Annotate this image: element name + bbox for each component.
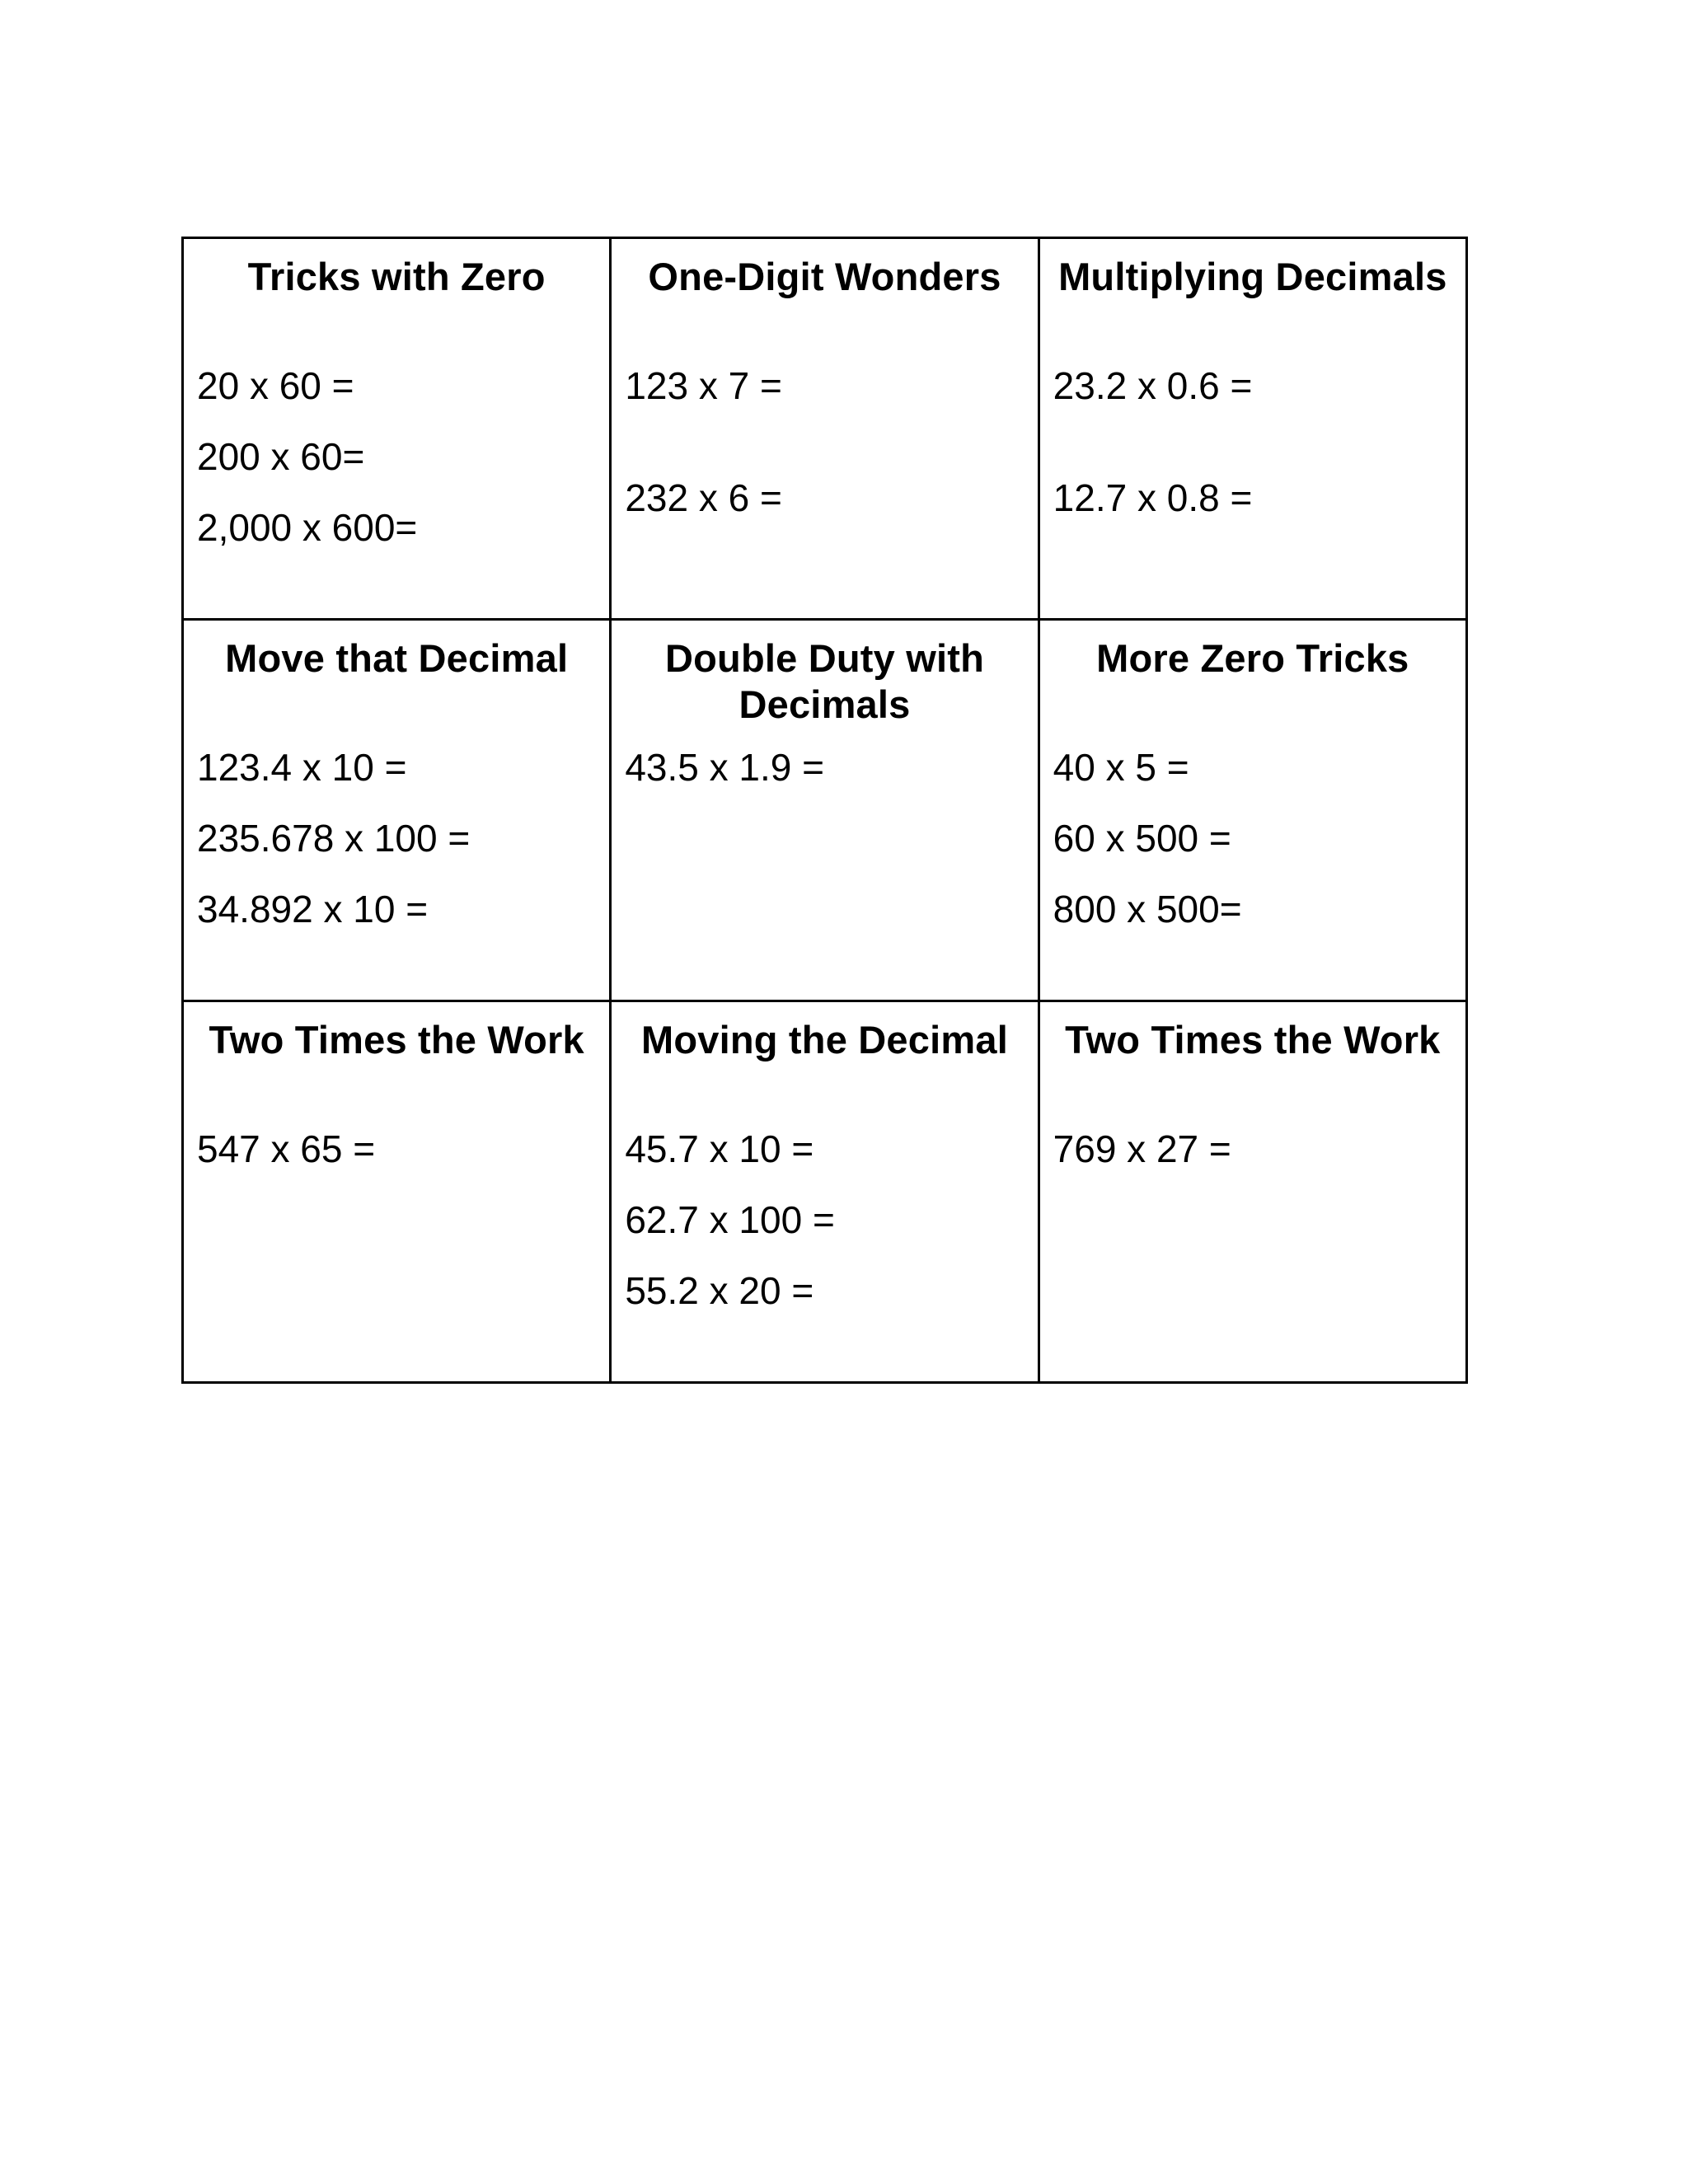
problem-item: 200 x 60=	[197, 435, 365, 478]
cell-tricks-with-zero	[183, 238, 611, 620]
problem-item: 45.7 x 10 =	[625, 1127, 814, 1170]
cell-move-that-decimal	[183, 620, 611, 1001]
cell-title: One-Digit Wonders	[648, 255, 1001, 298]
cell-more-zero-tricks	[1039, 620, 1466, 1001]
cell-title: More Zero Tricks	[1096, 636, 1409, 680]
problem-board	[181, 237, 1468, 1384]
problem-item: 123.4 x 10 =	[197, 746, 407, 789]
cell-multiplying-decimals	[1039, 238, 1466, 620]
problem-item: 2,000 x 600=	[197, 506, 418, 549]
cell-title: Tricks with Zero	[247, 255, 546, 298]
cell-two-times-the-work-2	[1039, 1001, 1466, 1383]
board-row-1	[183, 238, 1467, 620]
problem-item: 55.2 x 20 =	[625, 1269, 814, 1312]
problem-item: 800 x 500=	[1053, 888, 1242, 930]
board-row-3	[183, 1001, 1467, 1383]
problem-item: 769 x 27 =	[1053, 1127, 1231, 1170]
problem-item: 60 x 500 =	[1053, 817, 1231, 860]
cell-one-digit-wonders	[611, 238, 1039, 620]
problem-item: 12.7 x 0.8 =	[1053, 476, 1253, 519]
cell-double-duty-with-decimals	[611, 620, 1039, 1001]
problem-item: 123 x 7 =	[625, 364, 782, 407]
problem-item: 235.678 x 100 =	[197, 817, 471, 860]
cell-title: Move that Decimal	[225, 636, 569, 680]
cell-title: Moving the Decimal	[641, 1018, 1008, 1062]
problem-item: 34.892 x 10 =	[197, 888, 429, 930]
cell-moving-the-decimal	[611, 1001, 1039, 1383]
problem-item: 23.2 x 0.6 =	[1053, 364, 1253, 407]
cell-title: Double Duty with Decimals	[664, 636, 984, 726]
cell-title: Multiplying Decimals	[1058, 255, 1447, 298]
problem-item: 232 x 6 =	[625, 476, 782, 519]
cell-title: Two Times the Work	[209, 1018, 584, 1062]
problem-item: 20 x 60 =	[197, 364, 354, 407]
problem-item: 43.5 x 1.9 =	[625, 746, 825, 789]
cell-title: Two Times the Work	[1065, 1018, 1441, 1062]
problem-item: 547 x 65 =	[197, 1127, 376, 1170]
board-row-2	[183, 620, 1467, 1001]
cell-two-times-the-work-1	[183, 1001, 611, 1383]
problem-item: 40 x 5 =	[1053, 746, 1189, 789]
problem-item: 62.7 x 100 =	[625, 1198, 835, 1241]
